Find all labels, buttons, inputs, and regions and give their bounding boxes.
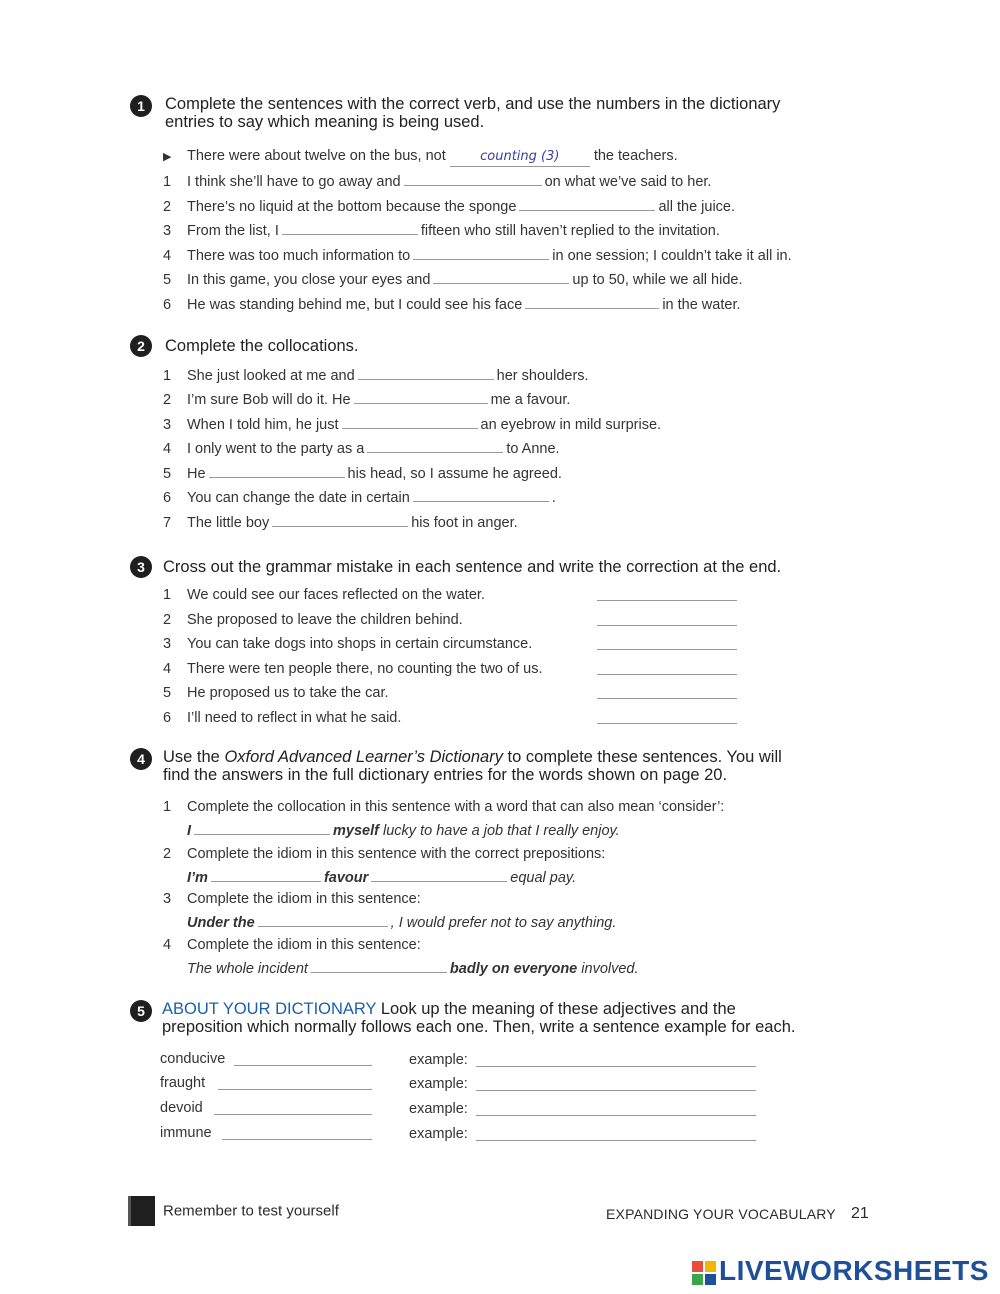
exercise-3-number: 3	[130, 556, 152, 578]
notebook-icon	[128, 1196, 155, 1226]
exercise-3-item-1: 1 We could see our faces reflected on the water.	[163, 587, 485, 603]
exercise-4-question-3: 3 Complete the idiom in this sentence:	[163, 891, 421, 907]
example-label: example:	[409, 1101, 468, 1117]
preposition-blank[interactable]	[222, 1139, 372, 1140]
liveworksheets-logo: LIVEWORKSHEETS	[692, 1255, 989, 1287]
answer-blank[interactable]	[433, 271, 569, 284]
answer-blank[interactable]	[209, 465, 345, 478]
exercise-2-title: Complete the collocations.	[165, 337, 359, 355]
exercise-2-item-7: 7 The little boy his foot in anger.	[163, 515, 518, 531]
correction-blank[interactable]	[597, 625, 737, 626]
exercise-1-item-6: 6 He was standing behind me, but I could see his face in the water.	[163, 297, 741, 313]
exercise-4-question-2: 2 Complete the idiom in this sentence with the correct prepositions:	[163, 846, 606, 862]
exercise-3	[130, 556, 890, 736]
answer-blank[interactable]	[311, 960, 447, 973]
example-label: example:	[409, 1076, 468, 1092]
word-row-immune: immune	[160, 1125, 212, 1141]
exercise-3-item-4: 4 There were ten people there, no counting the two of us.	[163, 661, 543, 677]
example-line: ▶ There were about twelve on the bus, not counting (3) the teachers.	[163, 147, 678, 167]
exercise-1	[130, 95, 890, 325]
exercise-4-number: 4	[130, 748, 152, 770]
exercise-1-item-5: 5 In this game, you close your eyes and up to 50, while we all hide.	[163, 272, 743, 288]
exercise-4-question-4: 4 Complete the idiom in this sentence:	[163, 937, 421, 953]
example-sentence-blank[interactable]	[476, 1090, 756, 1091]
word-row-devoid: devoid	[160, 1100, 203, 1116]
answer-blank[interactable]	[272, 514, 408, 527]
correction-blank[interactable]	[597, 723, 737, 724]
answer-blank[interactable]	[358, 367, 494, 380]
correction-blank[interactable]	[597, 698, 737, 699]
exercise-4-sentence-2: I’m favour equal pay.	[187, 870, 577, 886]
exercise-5	[130, 1000, 890, 1150]
word-row-fraught: fraught	[160, 1075, 206, 1091]
exercise-2-item-1: 1 She just looked at me and her shoulders.	[163, 368, 589, 384]
preposition-blank[interactable]	[214, 1114, 372, 1115]
example-sentence-blank[interactable]	[476, 1066, 756, 1067]
answer-blank[interactable]	[413, 489, 549, 502]
exercise-4	[130, 748, 890, 983]
exercise-3-item-2: 2 She proposed to leave the children behind.	[163, 612, 463, 628]
exercise-2-item-2: 2 I’m sure Bob will do it. He me a favour.	[163, 392, 571, 408]
exercise-1-item-4: 4 There was too much information to in one session; I couldn’t take it all in.	[163, 248, 792, 264]
answer-blank[interactable]	[282, 222, 418, 235]
exercise-2-item-6: 6 You can change the date in certain .	[163, 490, 556, 506]
liveworksheets-logo-icon	[692, 1261, 716, 1285]
answer-blank[interactable]	[258, 914, 388, 927]
example-sentence-blank[interactable]	[476, 1140, 756, 1141]
exercise-3-title: Cross out the grammar mistake in each sentence and write the correction at the end.	[163, 558, 782, 576]
answer-blank[interactable]	[519, 198, 655, 211]
example-sentence-blank[interactable]	[476, 1115, 756, 1116]
exercise-2-number: 2	[130, 335, 152, 357]
answer-blank[interactable]	[354, 391, 488, 404]
exercise-1-item-1: 1 I think she’ll have to go away and on what we’ve said to her.	[163, 174, 712, 190]
exercise-1-title: Complete the sentences with the correct verb, and use the numbers in the dictionary entries to say which meaning is being used.	[165, 95, 781, 131]
answer-blank[interactable]	[404, 173, 542, 186]
correction-blank[interactable]	[597, 674, 737, 675]
answer-blank[interactable]	[413, 247, 549, 260]
page-number: 21	[851, 1205, 869, 1222]
preposition-blank[interactable]	[234, 1065, 372, 1066]
example-answer: counting (3)	[450, 148, 590, 167]
exercise-4-question-1: 1 Complete the collocation in this sentence with a word that can also mean ‘consider’:	[163, 799, 725, 815]
exercise-4-sentence-4: The whole incident badly on everyone involved.	[187, 961, 639, 977]
exercise-1-item-3: 3 From the list, I fifteen who still haven’t replied to the invitation.	[163, 223, 720, 239]
answer-blank[interactable]	[525, 296, 659, 309]
exercise-3-item-3: 3 You can take dogs into shops in certain circumstance.	[163, 636, 533, 652]
exercise-4-sentence-3: Under the , I would prefer not to say anything.	[187, 915, 617, 931]
answer-blank[interactable]	[367, 440, 503, 453]
example-label: example:	[409, 1126, 468, 1142]
correction-blank[interactable]	[597, 649, 737, 650]
correction-blank[interactable]	[597, 600, 737, 601]
answer-blank[interactable]	[342, 416, 478, 429]
exercise-4-sentence-1: I myself lucky to have a job that I really enjoy.	[187, 823, 620, 839]
play-triangle-icon: ▶	[163, 151, 172, 163]
exercise-3-item-5: 5 He proposed us to take the car.	[163, 685, 389, 701]
word-row-conducive: conducive	[160, 1051, 226, 1067]
example-label: example:	[409, 1052, 468, 1068]
exercise-2-item-3: 3 When I told him, he just an eyebrow in mild surprise.	[163, 417, 662, 433]
section-name: EXPANDING YOUR VOCABULARY	[606, 1206, 836, 1222]
exercise-1-number: 1	[130, 95, 152, 117]
exercise-5-number: 5	[130, 1000, 152, 1022]
remember-note: Remember to test yourself	[128, 1196, 339, 1226]
answer-blank[interactable]	[211, 869, 321, 882]
preposition-blank[interactable]	[218, 1089, 372, 1090]
answer-blank[interactable]	[194, 822, 330, 835]
exercise-5-title: ABOUT YOUR DICTIONARY Look up the meaning of these adjectives and the preposition which normally follows each one. Then, write a sentence example for each.	[162, 1000, 796, 1036]
exercise-1-item-2: 2 There’s no liquid at the bottom because the sponge all the juice.	[163, 199, 736, 215]
exercise-3-item-6: 6 I’ll need to reflect in what he said.	[163, 710, 402, 726]
answer-blank[interactable]	[371, 869, 507, 882]
exercise-2	[130, 335, 890, 535]
exercise-2-item-5: 5 He his head, so I assume he agreed.	[163, 466, 562, 482]
exercise-2-item-4: 4 I only went to the party as a to Anne.	[163, 441, 560, 457]
exercise-4-title: Use the Oxford Advanced Learner’s Dictionary to complete these sentences. You will find the answers in the full dictionary entries for the words shown on page 20.	[163, 748, 782, 784]
